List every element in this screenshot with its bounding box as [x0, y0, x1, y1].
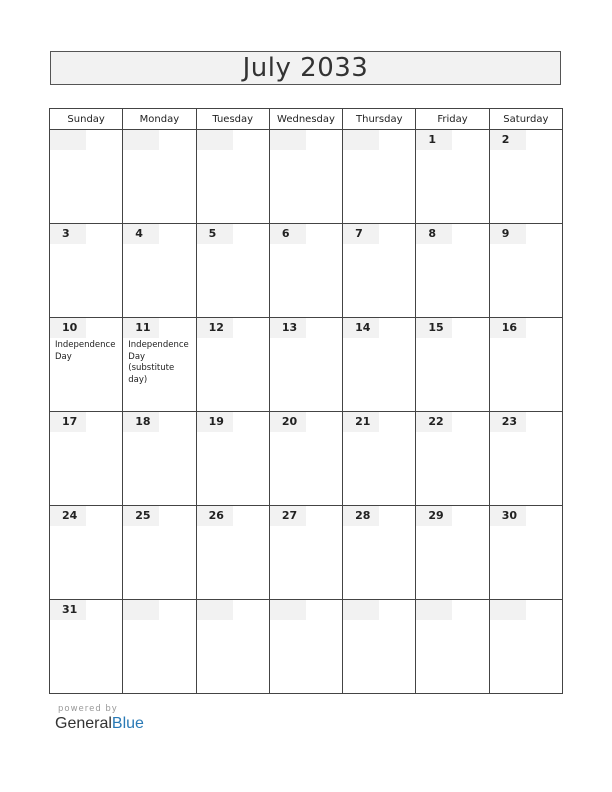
- day-number: 16: [490, 318, 526, 338]
- weekday-header: Saturday: [489, 109, 562, 130]
- day-number: 19: [197, 412, 233, 432]
- week-row: [50, 506, 563, 600]
- day-number: 7: [343, 224, 379, 244]
- calendar-grid: [49, 108, 563, 694]
- day-cell[interactable]: [343, 412, 416, 506]
- day-number: 4: [123, 224, 159, 244]
- weekday-header: Wednesday: [269, 109, 342, 130]
- day-cell[interactable]: [123, 412, 196, 506]
- day-number: 25: [123, 506, 159, 526]
- brand-name-part1: General: [55, 715, 112, 732]
- day-number: [416, 600, 452, 620]
- day-cell[interactable]: [196, 130, 269, 224]
- day-cell[interactable]: [50, 224, 123, 318]
- day-number: 6: [270, 224, 306, 244]
- day-number: 31: [50, 600, 86, 620]
- week-row: [50, 600, 563, 694]
- day-number: 3: [50, 224, 86, 244]
- day-cell[interactable]: [416, 412, 489, 506]
- holiday-event: Independence Day: [55, 340, 116, 362]
- weekday-header-row: [50, 109, 563, 130]
- day-number: [270, 130, 306, 150]
- day-number: 27: [270, 506, 306, 526]
- day-number: 20: [270, 412, 306, 432]
- day-number: 13: [270, 318, 306, 338]
- day-number: 21: [343, 412, 379, 432]
- day-number: [343, 130, 379, 150]
- day-cell[interactable]: [196, 318, 269, 412]
- day-number: 30: [490, 506, 526, 526]
- calendar-title: July 2033: [242, 53, 369, 83]
- day-number: 1: [416, 130, 452, 150]
- day-number: [123, 600, 159, 620]
- week-row: [50, 318, 563, 412]
- day-number: [123, 130, 159, 150]
- day-cell[interactable]: [269, 318, 342, 412]
- day-number: [197, 130, 233, 150]
- day-cell[interactable]: [489, 224, 562, 318]
- week-row: [50, 130, 563, 224]
- weekday-header: Friday: [416, 109, 489, 130]
- day-number: 18: [123, 412, 159, 432]
- day-cell[interactable]: [269, 224, 342, 318]
- day-number: 9: [490, 224, 526, 244]
- weekday-header: Tuesday: [196, 109, 269, 130]
- generalblue-logo: [55, 715, 144, 733]
- week-row: [50, 412, 563, 506]
- day-number: 2: [490, 130, 526, 150]
- day-number: [50, 130, 86, 150]
- day-cell[interactable]: [50, 130, 123, 224]
- day-cell[interactable]: [196, 412, 269, 506]
- day-number: 14: [343, 318, 379, 338]
- day-number: [490, 600, 526, 620]
- day-cell[interactable]: [50, 412, 123, 506]
- day-cell[interactable]: [343, 506, 416, 600]
- day-cell[interactable]: [50, 506, 123, 600]
- day-cell[interactable]: [269, 506, 342, 600]
- weekday-header: Thursday: [343, 109, 416, 130]
- day-cell[interactable]: [196, 224, 269, 318]
- day-cell[interactable]: [343, 600, 416, 694]
- day-number: 24: [50, 506, 86, 526]
- day-cell[interactable]: [489, 600, 562, 694]
- day-number: 15: [416, 318, 452, 338]
- day-number: [343, 600, 379, 620]
- day-cell[interactable]: [489, 130, 562, 224]
- day-number: 10: [50, 318, 86, 338]
- holiday-event: Independence Day (substitute day): [128, 340, 189, 385]
- day-cell[interactable]: [196, 506, 269, 600]
- day-cell[interactable]: [416, 506, 489, 600]
- day-number: 5: [197, 224, 233, 244]
- day-number: 8: [416, 224, 452, 244]
- day-cell[interactable]: [416, 318, 489, 412]
- day-number: 26: [197, 506, 233, 526]
- day-number: 23: [490, 412, 526, 432]
- day-cell[interactable]: [50, 318, 123, 412]
- week-row: [50, 224, 563, 318]
- day-cell[interactable]: [489, 506, 562, 600]
- day-cell[interactable]: [123, 318, 196, 412]
- day-number: 28: [343, 506, 379, 526]
- day-cell[interactable]: [489, 412, 562, 506]
- day-number: 29: [416, 506, 452, 526]
- brand-name-part2: Blue: [111, 715, 144, 732]
- day-cell[interactable]: [343, 130, 416, 224]
- day-cell[interactable]: [416, 224, 489, 318]
- day-number: 12: [197, 318, 233, 338]
- day-cell[interactable]: [196, 600, 269, 694]
- day-number: [270, 600, 306, 620]
- day-cell[interactable]: [489, 318, 562, 412]
- day-number: [197, 600, 233, 620]
- day-cell[interactable]: [343, 224, 416, 318]
- day-cell[interactable]: [416, 130, 489, 224]
- weekday-header: Monday: [123, 109, 196, 130]
- day-cell[interactable]: [343, 318, 416, 412]
- day-cell[interactable]: [416, 600, 489, 694]
- day-cell[interactable]: [123, 600, 196, 694]
- day-cell[interactable]: [123, 130, 196, 224]
- calendar-title-box: [50, 51, 561, 85]
- day-cell[interactable]: [269, 412, 342, 506]
- day-cell[interactable]: [123, 224, 196, 318]
- day-cell[interactable]: [50, 600, 123, 694]
- day-number: 11: [123, 318, 159, 338]
- weekday-header: Sunday: [50, 109, 123, 130]
- day-cell[interactable]: [269, 600, 342, 694]
- day-number: 17: [50, 412, 86, 432]
- powered-by-label: powered by: [58, 704, 118, 714]
- day-cell[interactable]: [123, 506, 196, 600]
- day-number: 22: [416, 412, 452, 432]
- day-cell[interactable]: [269, 130, 342, 224]
